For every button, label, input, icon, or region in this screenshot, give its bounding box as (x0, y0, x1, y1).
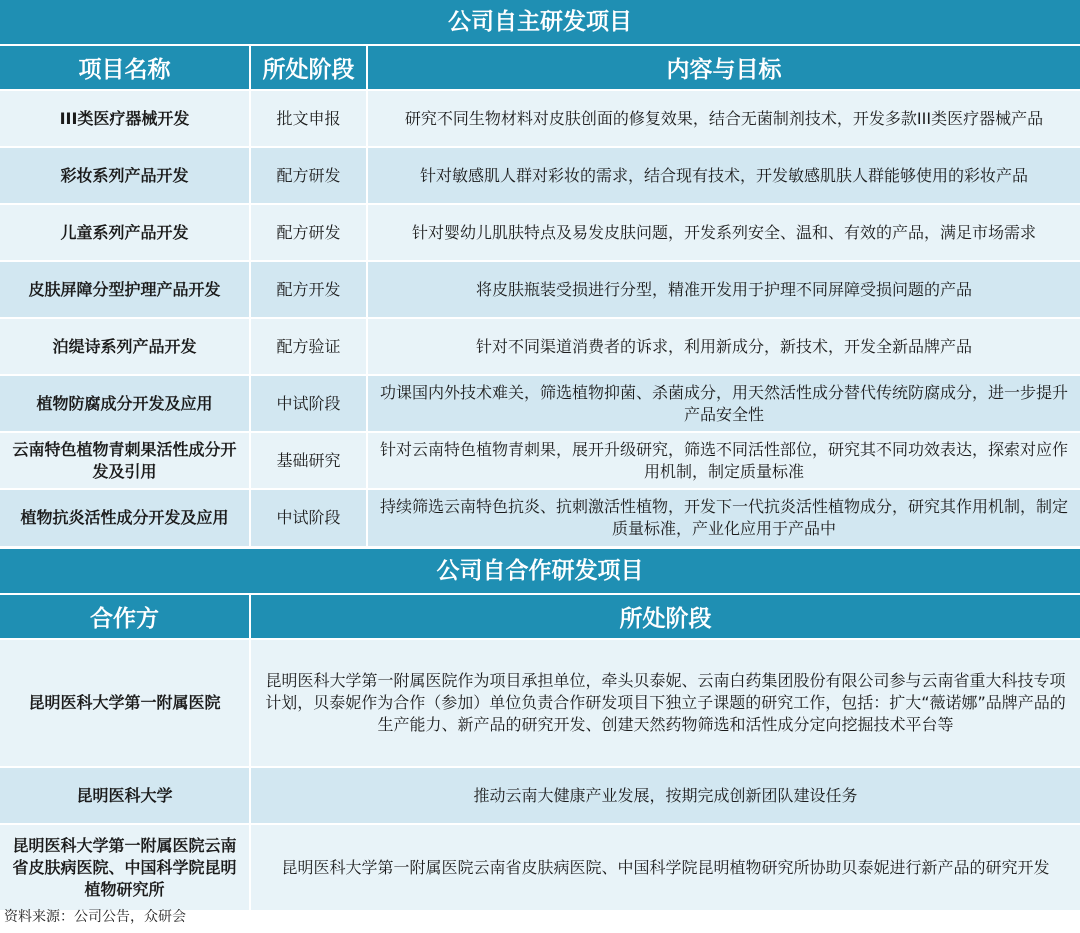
project-name: 植物抗炎活性成分开发及应用 (0, 489, 250, 546)
project-name: 彩妆系列产品开发 (0, 147, 250, 204)
table-row (0, 204, 1080, 261)
project-stage: 基础研究 (250, 432, 367, 489)
project-content: 针对敏感肌人群对彩妆的需求，结合现有技术，开发敏感肌肤人群能够使用的彩妆产品 (367, 147, 1080, 204)
project-stage: 批文申报 (250, 90, 367, 147)
project-content: 针对婴幼儿肌肤特点及易发皮肤问题，开发系列安全、温和、有效的产品，满足市场需求 (367, 204, 1080, 261)
self-projects-title-row (0, 0, 1080, 45)
project-name: 云南特色植物青刺果活性成分开发及引用 (0, 432, 250, 489)
partner-name: 昆明医科大学第一附属医院 (0, 639, 250, 767)
coop-content: 昆明医科大学第一附属医院作为项目承担单位，牵头贝泰妮、云南白药集团股份有限公司参与云南省重大科技专项计划，贝泰妮作为合作（参加）单位负责合作研发项目下独立子课题的研究工作，包括：扩大“薇诺娜”品牌产品的生产能力、新产品的研究开发、创建天然药物筛选和活性成分定向挖掘技术平台等 (250, 639, 1080, 767)
project-content: 研究不同生物材料对皮肤创面的修复效果，结合无菌制剂技术，开发多款III类医疗器械产品 (367, 90, 1080, 147)
project-name: III类医疗器械开发 (0, 90, 250, 147)
project-name: 植物防腐成分开发及应用 (0, 375, 250, 432)
table-row (0, 318, 1080, 375)
table-row (0, 375, 1080, 432)
table-row (0, 767, 1080, 824)
table-row (0, 639, 1080, 767)
header-partner: 合作方 (0, 594, 250, 639)
project-content: 针对不同渠道消费者的诉求，利用新成分，新技术，开发全新品牌产品 (367, 318, 1080, 375)
source-note: 资料来源：公司公告，众研会 (4, 909, 186, 925)
table-row (0, 432, 1080, 489)
table-row (0, 824, 1080, 910)
table-row (0, 261, 1080, 318)
coop-projects-title: 公司自合作研发项目 (0, 549, 1080, 594)
header-coop-stage: 所处阶段 (250, 594, 1080, 639)
table-row (0, 147, 1080, 204)
table-row (0, 489, 1080, 546)
self-projects-title: 公司自主研发项目 (0, 0, 1080, 45)
header-project-name: 项目名称 (0, 45, 250, 90)
project-content: 持续筛选云南特色抗炎、抗刺激活性植物，开发下一代抗炎活性植物成分，研究其作用机制，制定质量标准，产业化应用于产品中 (367, 489, 1080, 546)
project-content: 将皮肤瓶装受损进行分型，精准开发用于护理不同屏障受损问题的产品 (367, 261, 1080, 318)
project-stage: 中试阶段 (250, 375, 367, 432)
coop-projects-header-row (0, 594, 1080, 639)
header-stage: 所处阶段 (250, 45, 367, 90)
coop-projects-table (0, 549, 1080, 910)
project-stage: 配方研发 (250, 204, 367, 261)
project-stage: 中试阶段 (250, 489, 367, 546)
project-content: 功课国内外技术难关，筛选植物抑菌、杀菌成分，用天然活性成分替代传统防腐成分，进一步提升产品安全性 (367, 375, 1080, 432)
project-name: 皮肤屏障分型护理产品开发 (0, 261, 250, 318)
project-stage: 配方研发 (250, 147, 367, 204)
project-stage: 配方开发 (250, 261, 367, 318)
header-content: 内容与目标 (367, 45, 1080, 90)
project-name: 泊缇诗系列产品开发 (0, 318, 250, 375)
project-name: 儿童系列产品开发 (0, 204, 250, 261)
project-stage: 配方验证 (250, 318, 367, 375)
partner-name: 昆明医科大学 (0, 767, 250, 824)
self-projects-header-row (0, 45, 1080, 90)
table-row (0, 90, 1080, 147)
coop-content: 推动云南大健康产业发展，按期完成创新团队建设任务 (250, 767, 1080, 824)
coop-content: 昆明医科大学第一附属医院云南省皮肤病医院、中国科学院昆明植物研究所协助贝泰妮进行新产品的研究开发 (250, 824, 1080, 910)
partner-name: 昆明医科大学第一附属医院云南省皮肤病医院、中国科学院昆明植物研究所 (0, 824, 250, 910)
coop-projects-title-row (0, 549, 1080, 594)
project-content: 针对云南特色植物青刺果，展开升级研究，筛选不同活性部位，研究其不同功效表达，探索对应作用机制，制定质量标准 (367, 432, 1080, 489)
